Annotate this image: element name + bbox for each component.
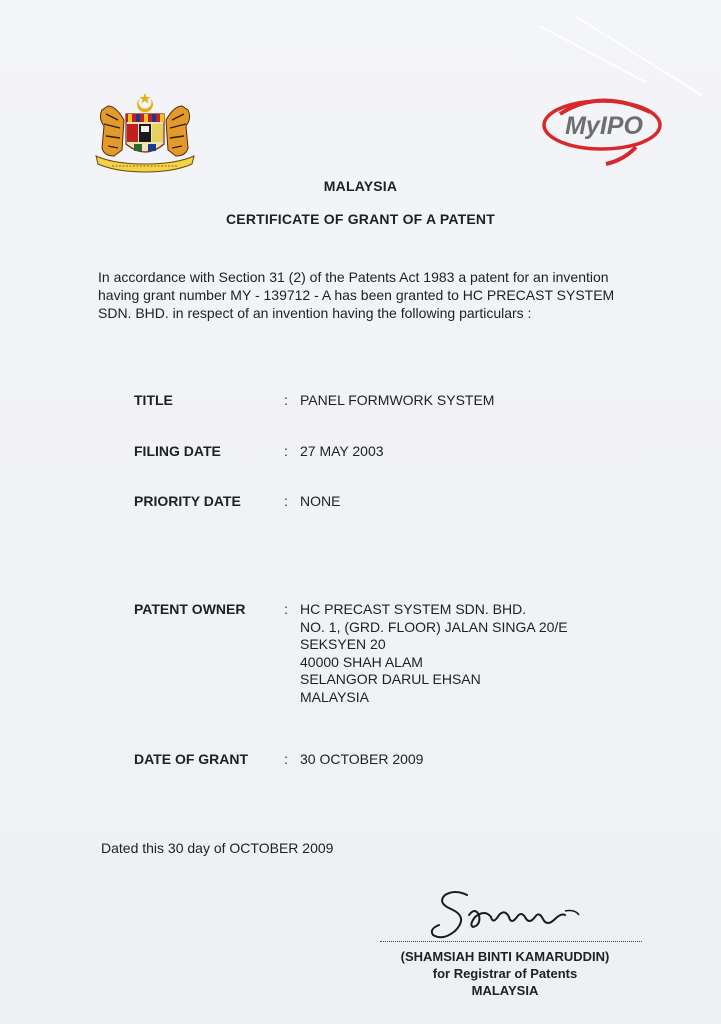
title-value: PANEL FORMWORK SYSTEM — [300, 392, 495, 408]
intro-paragraph: In accordance with Section 31 (2) of the Patents Act 1983 a patent for an invention having grant number MY - 139712 - A has been granted to HC PRECAST SYSTEM SDN. BHD. in respect of an invention having the following particulars : — [98, 269, 615, 321]
signature-line — [380, 941, 642, 942]
colon: : — [284, 751, 288, 767]
signatory-role: for Registrar of Patents — [432, 966, 578, 981]
colon: : — [284, 443, 288, 459]
malaysia-coat-of-arms-icon — [94, 90, 196, 174]
signatory-block — [370, 948, 640, 999]
owner-line: NO. 1, (GRD. FLOOR) JALAN SINGA 20/E — [300, 618, 568, 635]
signatory-country: MALAYSIA — [471, 983, 539, 998]
svg-text:MyIPO: MyIPO — [565, 112, 643, 140]
owner-line: 40000 SHAH ALAM — [300, 653, 423, 670]
certificate-title: CERTIFICATE OF GRANT OF A PATENT — [225, 211, 495, 227]
title-label: TITLE — [134, 392, 173, 408]
patent-owner-address — [300, 601, 568, 706]
signatory-name: (SHAMSIAH BINTI KAMARUDDIN) — [400, 949, 610, 964]
date-of-grant-label: DATE OF GRANT — [134, 751, 249, 767]
signature-icon — [425, 885, 595, 945]
priority-date-value: NONE — [300, 493, 341, 509]
date-of-grant-value: 30 OCTOBER 2009 — [300, 751, 424, 767]
owner-line: HC PRECAST SYSTEM SDN. BHD. — [300, 601, 527, 617]
priority-date-label: PRIORITY DATE — [134, 493, 241, 509]
filing-date-label: FILING DATE — [134, 443, 221, 459]
owner-line: MALAYSIA — [300, 688, 369, 705]
filing-date-value: 27 MAY 2003 — [300, 443, 384, 459]
patent-owner-label: PATENT OWNER — [134, 601, 246, 617]
country-heading: MALAYSIA — [323, 178, 398, 194]
scan-glare — [540, 25, 647, 83]
myipo-logo — [540, 92, 668, 166]
owner-line: SEKSYEN 20 — [300, 636, 386, 652]
colon: : — [284, 601, 288, 617]
colon: : — [284, 493, 288, 509]
owner-line: SELANGOR DARUL EHSAN — [300, 671, 481, 687]
dated-line: Dated this 30 day of OCTOBER 2009 — [101, 840, 334, 856]
colon: : — [284, 392, 288, 408]
